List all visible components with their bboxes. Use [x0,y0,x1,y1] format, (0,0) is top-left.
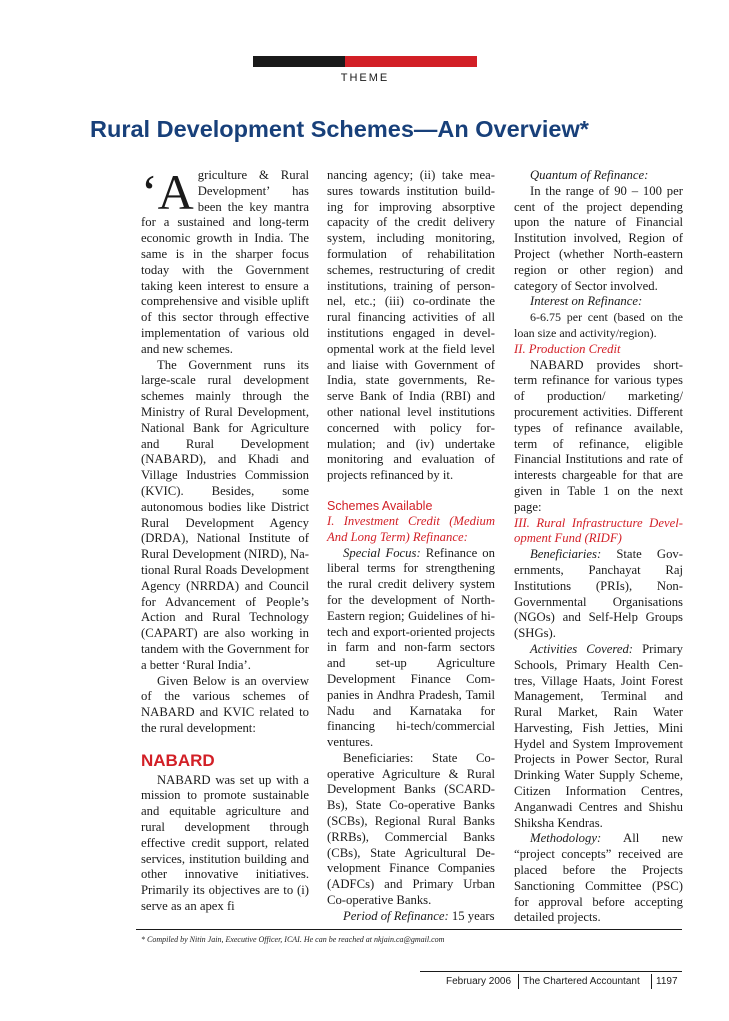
activities-label: Activities Covered: [530,641,634,656]
ridf-beneficiaries-label: Beneficiaries: [530,547,602,562]
period-text: 15 years [448,908,495,923]
interest-label-text: Interest on Refinance: [530,294,643,309]
footer-divider [420,971,682,972]
footnote-divider [136,929,682,930]
section-label: THEME [340,72,390,84]
paragraph: Given Below is an overview of the various schemes of NABARD and KVIC related to the rural development: [141,673,309,735]
special-focus-paragraph [327,546,495,751]
column-1 [141,164,309,915]
nabard-heading: NABARD [141,750,215,770]
subheading-production-credit: II. Production Credit [514,341,621,356]
footer-date: February 2006 [446,976,512,987]
page-number: 1197 [656,976,678,987]
header-bar-red [345,56,477,67]
paragraph: NABARD was set up with a mission to promote sustainable and equitable agriculture and rural development through effective credit support, related services, institution building and other innovative initiatives. Primarily its objectives are to (i) serve as an apex fi [141,772,309,914]
methodology-label: Methodology: [530,831,602,846]
interest-label [514,294,683,310]
footer-separator [518,974,519,989]
methodology-paragraph [514,831,683,926]
footnote: * Compiled by Nitin Jain, Executive Officer, ICAI. He can be reached at nkjain.ca@gmail.com [141,935,445,944]
special-focus-label: Special Focus: [343,545,421,560]
beneficiaries-paragraph: Beneficiaries: State Co-operative Agriculture & Rural Development Banks (SCARDBs), State Co-operative Banks (SCBs), Regional Rural Banks (RRBs), Commercial Banks (CBs), State Agricultural Development Finance Companies (ADFCs) and Primary Urban Co-operative Banks. [327,750,495,908]
interest-text: 6-6.75 per cent (based on the loan size and activity/region). [514,310,683,340]
activities-text: Primary Schools, Primary Health Centres, Village Haats, Joint Forest Management, Terminal and Rural Market, Rain Water Harvesting, Fish Jetties, Mini Hydel and System Improvement Projects in Power Sector, Rural Drinking Water Supply Scheme, Citizen Information Centres, Anganwadi Centres and Shishu Shiksha Kendras. [514,641,683,830]
drop-cap: ‘A [141,164,194,220]
intro-text: griculture & Rural Development’ has been the key mantra for a sustained and long-term economic growth in India. The same is in the sharper focus today with the Government taking keen interest to ensure a comprehensive and visible uplift of this sector through effective implementation of various old and new schemes. [141,168,309,356]
intro-paragraph [141,164,309,358]
column-3 [514,168,683,926]
period-label: Period of Refinance: [343,908,449,923]
period-paragraph [327,909,495,925]
quantum-label [514,168,683,184]
methodology-text: All new “project concepts” received are placed before the Projects Sanctioning Committee (PSC) for approval before accepting detailed projects. [514,831,683,925]
schemes-heading: Schemes Available [327,498,433,513]
special-focus-text: Refinance on liberal terms for strengthening the rural credit delivery system for the development of North-Eastern region; Guidelines of hi-tech and export-oriented projects in farm and non-farm sectors and set-up Agriculture Development Finance Companies in Andhra Pradesh, Tamil Nadu and Karnataka for financing hi-tech/commercial ventures. [327,545,495,750]
subheading-investment-credit: I. Investment Credit (Medium And Long Term) Refinance: [327,513,495,544]
paragraph: nancing agency; (ii) take measures towards institution building for improving absorptive capacity of the credit delivery system, including monitoring, formulation of rehabilitation schemes, restructuring of credit institutions, training of personnel, etc.; (iii) co-ordinate the rural financing activities of all institutions engaged in developmental work at the field level and liaise with Government of India, state governments, Reserve Bank of India (RBI) and other national level institutions concerned with policy formulation; and (iv) undertake monitoring and evaluation of projects refinanced by it. [327,168,495,483]
ridf-beneficiaries-text: State Governments, Panchayat Raj Institutions (PRIs), Non-Governmental Organisations (NGOs) and Self-Help Groups (SHGs). [514,547,683,641]
activities-paragraph [514,642,683,832]
quantum-label-text: Quantum of Refinance: [530,168,649,182]
column-2 [327,168,495,925]
article-title: Rural Development Schemes—An Overview* [90,116,589,142]
production-paragraph: NABARD provides short-term refinance for various types of production/ marketing/ procurement activities. Different types of refinance available, term of refinance, eligible Financial Institutions and rate of interests chargeable for that are given in Table 1 on the next page: [514,357,683,514]
ridf-beneficiaries-paragraph [514,547,683,642]
footer-separator [651,974,652,989]
quantum-text: In the range of 90 – 100 per cent of the project depending upon the nature of Financial Institution involved, Region of Project (whether North-eastern region or other region) and category of Sector involved. [514,183,683,293]
subheading-ridf: III. Rural Infrastructure Development Fund (RIDF) [514,515,683,546]
footer-magazine: The Chartered Accountant [523,976,640,987]
header-bar-black [253,56,345,67]
paragraph: The Government runs its large-scale rural development schemes mainly through the Ministry of Rural Development, National Bank for Agriculture and Rural Development (NABARD), and Khadi and Village Industries Commission (KVIC). Besides, some autonomous bodies like District Rural Development Agency (DRDA), National Institute of Rural Development (NIRD), National Rural Roads Development Agency (NRRDA) and Council for Advancement of People’s Action and Rural Technology (CAPART) are also working in tandem with the Government for a better ‘Rural India’. [141,357,309,672]
